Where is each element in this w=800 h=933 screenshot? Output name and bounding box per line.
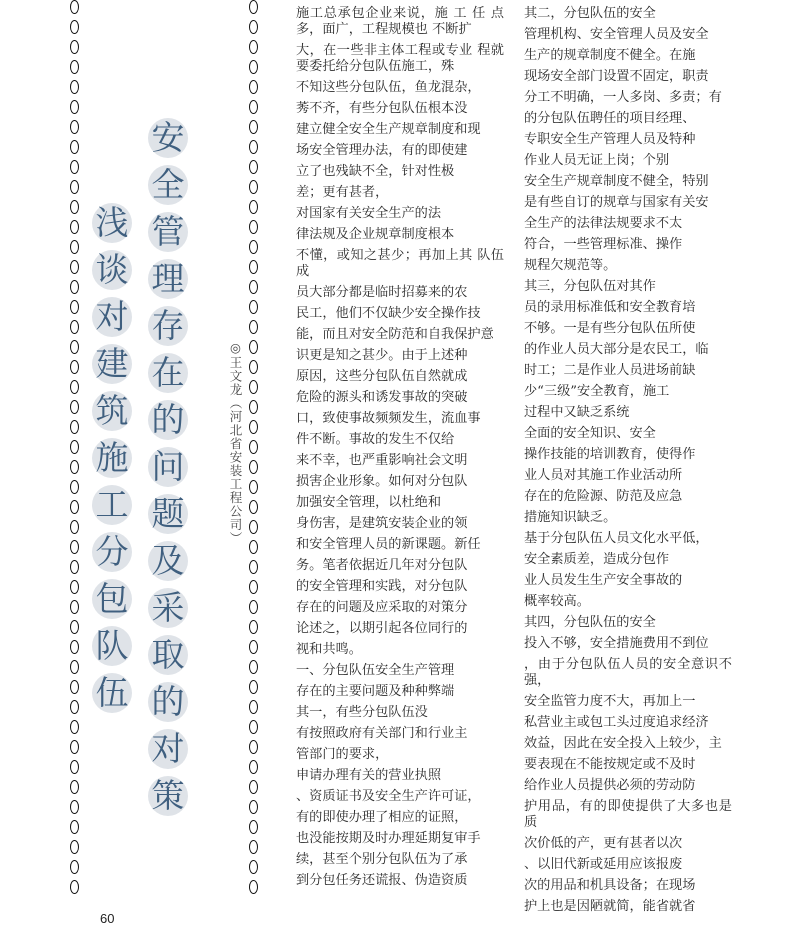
article-title-sub xyxy=(92,203,132,720)
binding-ring-icon xyxy=(249,20,258,34)
binding-ring-icon xyxy=(70,140,79,154)
body-paragraph: 全面的安全知识、安全 xyxy=(524,426,656,441)
binding-ring-icon xyxy=(249,340,258,354)
binding-ring-icon xyxy=(249,620,258,634)
binding-ring-icon xyxy=(70,800,79,814)
body-paragraph: 次价低的产，更有甚者以次 xyxy=(524,836,683,851)
binding-ring-icon xyxy=(70,60,79,74)
body-paragraph: 的安全管理和实践，对分包队 xyxy=(296,579,468,594)
body-paragraph: 来不幸，也严重影响社会文明 xyxy=(296,453,468,468)
binding-ring-icon xyxy=(70,580,79,594)
body-paragraph: 基于分包队伍人员文化水平低， xyxy=(524,531,709,546)
title-char: 队 xyxy=(92,626,132,666)
binding-ring-icon xyxy=(249,240,258,254)
body-paragraph: 不懂，或知之甚少；再加上其 队伍成 xyxy=(296,248,504,279)
binding-ring-icon xyxy=(249,780,258,794)
body-paragraph: 加强安全管理，以杜绝和 xyxy=(296,495,442,510)
body-paragraph: 安全生产规章制度不健全，特别 xyxy=(524,174,709,189)
title-char: 采 xyxy=(148,588,188,628)
binding-ring-icon xyxy=(249,400,258,414)
binding-ring-icon xyxy=(249,880,258,894)
body-paragraph: 作业人员无证上岗；个别 xyxy=(524,153,670,168)
body-paragraph: 安全监管力度不大，再加上一 xyxy=(524,694,696,709)
body-paragraph: 务。笔者依据近几年对分包队 xyxy=(296,558,468,573)
body-paragraph: 安全素质差，造成分包作 xyxy=(524,552,670,567)
body-paragraph: 有的即使办理了相应的证照， xyxy=(296,810,468,825)
text-column-right xyxy=(524,6,732,920)
title-char: 对 xyxy=(92,297,132,337)
binding-ring-icon xyxy=(249,720,258,734)
binding-ring-icon xyxy=(249,200,258,214)
body-paragraph: 护上也是因陋就简，能省就省 xyxy=(524,899,696,914)
binding-ring-icon xyxy=(70,440,79,454)
body-paragraph: 、以旧代新或延用应该报废 xyxy=(524,857,683,872)
binding-ring-icon xyxy=(70,820,79,834)
body-paragraph: 措施知识缺乏。 xyxy=(524,510,617,525)
article-title-main xyxy=(148,118,188,823)
body-paragraph: 危险的源头和诱发事故的突破 xyxy=(296,390,468,405)
body-paragraph: 是有些自订的规章与国家有关安 xyxy=(524,195,709,210)
binding-ring-icon xyxy=(70,180,79,194)
body-paragraph: 识更是知之甚少。由于上述种 xyxy=(296,348,468,363)
body-paragraph: 原因，这些分包队伍自然就成 xyxy=(296,369,468,384)
body-paragraph: 民工，他们不仅缺少安全操作技 xyxy=(296,306,481,321)
binding-ring-icon xyxy=(249,580,258,594)
binding-ring-icon xyxy=(70,740,79,754)
binding-ring-icon xyxy=(249,320,258,334)
body-paragraph: 员大部分都是临时招募来的农 xyxy=(296,285,468,300)
binding-ring-icon xyxy=(249,220,258,234)
title-char: 的 xyxy=(148,682,188,722)
title-char: 浅 xyxy=(92,203,132,243)
binding-ring-icon xyxy=(70,300,79,314)
binding-ring-icon xyxy=(249,300,258,314)
binding-ring-icon xyxy=(249,680,258,694)
body-paragraph: 口，致使事故频频发生，流血事 xyxy=(296,411,481,426)
body-paragraph: 少“三级”安全教育，施工 xyxy=(524,384,670,399)
body-paragraph: 业人员对其施工作业活动所 xyxy=(524,468,683,483)
binding-rings-right xyxy=(249,0,263,900)
binding-ring-icon xyxy=(249,600,258,614)
binding-ring-icon xyxy=(70,500,79,514)
body-paragraph: 不够。一是有些分包队伍所使 xyxy=(524,321,696,336)
body-paragraph: 律法规及企业规章制度根本 xyxy=(296,227,455,242)
binding-ring-icon xyxy=(70,700,79,714)
binding-ring-icon xyxy=(70,80,79,94)
binding-ring-icon xyxy=(249,480,258,494)
body-paragraph: 概率较高。 xyxy=(524,594,590,609)
body-paragraph: 符合，一些管理标准、操作 xyxy=(524,237,683,252)
binding-ring-icon xyxy=(70,220,79,234)
body-paragraph: 有按照政府有关部门和行业主 xyxy=(296,726,468,741)
body-paragraph: 员的录用标准低和安全教育培 xyxy=(524,300,696,315)
binding-ring-icon xyxy=(249,500,258,514)
binding-ring-icon xyxy=(249,660,258,674)
binding-ring-icon xyxy=(249,100,258,114)
title-char: 分 xyxy=(92,532,132,572)
body-paragraph: 分工不明确，一人多岗、多责；有 xyxy=(524,90,722,105)
binding-ring-icon xyxy=(70,600,79,614)
title-char: 筑 xyxy=(92,391,132,431)
title-char: 取 xyxy=(148,635,188,675)
title-char: 工 xyxy=(92,485,132,525)
binding-ring-icon xyxy=(70,640,79,654)
binding-ring-icon xyxy=(70,460,79,474)
body-paragraph: 莠不齐，有些分包队伍根本没 xyxy=(296,101,468,116)
binding-ring-icon xyxy=(249,760,258,774)
body-paragraph: 其四，分包队伍的安全 xyxy=(524,615,656,630)
body-paragraph: 管部门的要求， xyxy=(296,747,389,762)
title-char: 施 xyxy=(92,438,132,478)
binding-ring-icon xyxy=(249,840,258,854)
binding-ring-icon xyxy=(70,520,79,534)
binding-ring-icon xyxy=(70,880,79,894)
body-paragraph: 的作业人员大部分是农民工，临 xyxy=(524,342,709,357)
body-paragraph: 过程中又缺乏系统 xyxy=(524,405,630,420)
binding-ring-icon xyxy=(249,360,258,374)
body-paragraph: 件不断。事故的发生不仅给 xyxy=(296,432,455,447)
body-paragraph: 存在的主要问题及种种弊端 xyxy=(296,684,455,699)
binding-ring-icon xyxy=(70,260,79,274)
binding-ring-icon xyxy=(249,440,258,454)
binding-ring-icon xyxy=(249,60,258,74)
binding-ring-icon xyxy=(249,180,258,194)
binding-ring-icon xyxy=(70,860,79,874)
title-char: 及 xyxy=(148,541,188,581)
body-paragraph: 管理机构、安全管理人员及安全 xyxy=(524,27,709,42)
binding-ring-icon xyxy=(249,380,258,394)
binding-ring-icon xyxy=(249,460,258,474)
binding-ring-icon xyxy=(70,20,79,34)
binding-ring-icon xyxy=(70,400,79,414)
binding-ring-icon xyxy=(70,720,79,734)
body-paragraph: 其一，有些分包队伍没 xyxy=(296,705,428,720)
title-char: 对 xyxy=(148,729,188,769)
binding-ring-icon xyxy=(70,160,79,174)
body-paragraph: 也没能按期及时办理延期复审手 xyxy=(296,831,481,846)
body-paragraph: 施工总承包企业来说，施 工 任 点多，面广，工程规模也 不断扩 xyxy=(296,6,504,37)
binding-ring-icon xyxy=(249,820,258,834)
binding-ring-icon xyxy=(249,740,258,754)
binding-ring-icon xyxy=(70,560,79,574)
binding-ring-icon xyxy=(70,120,79,134)
binding-ring-icon xyxy=(70,540,79,554)
body-paragraph: 损害企业形象。如何对分包队 xyxy=(296,474,468,489)
body-paragraph: 续，甚至个别分包队伍为了承 xyxy=(296,852,468,867)
body-paragraph: 给作业人员提供必须的劳动防 xyxy=(524,778,696,793)
binding-ring-icon xyxy=(249,860,258,874)
binding-ring-icon xyxy=(249,640,258,654)
binding-ring-icon xyxy=(70,280,79,294)
binding-ring-icon xyxy=(70,320,79,334)
binding-ring-icon xyxy=(70,40,79,54)
author-byline: ◎王文龙（河北省安装工程公司） xyxy=(228,340,243,545)
binding-ring-icon xyxy=(249,560,258,574)
binding-ring-icon xyxy=(70,840,79,854)
binding-ring-icon xyxy=(70,420,79,434)
binding-ring-icon xyxy=(249,160,258,174)
binding-ring-icon xyxy=(70,0,79,14)
binding-ring-icon xyxy=(70,680,79,694)
body-paragraph: 一、分包队伍安全生产管理 xyxy=(296,663,455,678)
title-char: 存 xyxy=(148,306,188,346)
binding-ring-icon xyxy=(70,340,79,354)
body-paragraph: 业人员发生生产安全事故的 xyxy=(524,573,683,588)
body-paragraph: 效益，因此在安全投入上较少，主 xyxy=(524,736,722,751)
binding-ring-icon xyxy=(249,140,258,154)
body-paragraph: 专职安全生产管理人员及特种 xyxy=(524,132,696,147)
body-paragraph: 次的用品和机具设备；在现场 xyxy=(524,878,696,893)
body-paragraph: 、资质证书及安全生产许可证， xyxy=(296,789,481,804)
binding-ring-icon xyxy=(249,280,258,294)
binding-ring-icon xyxy=(70,240,79,254)
text-column-left xyxy=(296,6,504,894)
body-paragraph: 差；更有甚者， xyxy=(296,185,389,200)
body-paragraph: 和安全管理人员的新课题。新任 xyxy=(296,537,481,552)
body-paragraph: 生产的规章制度不健全。在施 xyxy=(524,48,696,63)
body-paragraph: 私营业主或包工头过度追求经济 xyxy=(524,715,709,730)
title-char: 伍 xyxy=(92,673,132,713)
binding-ring-icon xyxy=(249,120,258,134)
body-paragraph: 其二，分包队伍的安全 xyxy=(524,6,656,21)
title-char: 全 xyxy=(148,165,188,205)
binding-ring-icon xyxy=(70,780,79,794)
body-paragraph: 全生产的法律法规要求不太 xyxy=(524,216,683,231)
binding-ring-icon xyxy=(70,200,79,214)
title-char: 理 xyxy=(148,259,188,299)
body-paragraph: 能，而且对安全防范和自我保护意 xyxy=(296,327,494,342)
binding-ring-icon xyxy=(249,80,258,94)
body-paragraph: 投入不够，安全措施费用不到位 xyxy=(524,636,709,651)
binding-ring-icon xyxy=(249,800,258,814)
binding-ring-icon xyxy=(70,620,79,634)
title-char: 的 xyxy=(148,400,188,440)
title-char: 管 xyxy=(148,212,188,252)
binding-ring-icon xyxy=(249,540,258,554)
body-paragraph: 申请办理有关的营业执照 xyxy=(296,768,442,783)
binding-ring-icon xyxy=(249,40,258,54)
binding-rings-left xyxy=(70,0,84,900)
body-paragraph: 视和共鸣。 xyxy=(296,642,362,657)
binding-ring-icon xyxy=(70,100,79,114)
binding-ring-icon xyxy=(70,480,79,494)
body-paragraph: 操作技能的培训教育，使得作 xyxy=(524,447,696,462)
body-paragraph: 场安全管理办法，有的即使建 xyxy=(296,143,468,158)
binding-ring-icon xyxy=(249,700,258,714)
body-paragraph: ，由于分包队伍人员的安全意识不强， xyxy=(524,657,732,688)
title-char: 谈 xyxy=(92,250,132,290)
body-paragraph: 规程欠规范等。 xyxy=(524,258,617,273)
body-paragraph: 对国家有关安全生产的法 xyxy=(296,206,442,221)
body-paragraph: 存在的问题及应采取的对策分 xyxy=(296,600,468,615)
body-paragraph: 大，在一些非主体工程或专业 程就要委托给分包队伍施工，殊 xyxy=(296,43,504,74)
body-paragraph: 的分包队伍聘任的项目经理、 xyxy=(524,111,696,126)
binding-ring-icon xyxy=(249,520,258,534)
body-paragraph: 建立健全安全生产规章制度和现 xyxy=(296,122,481,137)
binding-ring-icon xyxy=(70,360,79,374)
body-paragraph: 立了也残缺不全，针对性极 xyxy=(296,164,455,179)
body-paragraph: 身伤害，是建筑安装企业的领 xyxy=(296,516,468,531)
binding-ring-icon xyxy=(70,660,79,674)
title-char: 建 xyxy=(92,344,132,384)
title-char: 安 xyxy=(148,118,188,158)
binding-ring-icon xyxy=(70,760,79,774)
body-paragraph: 现场安全部门设置不固定，职责 xyxy=(524,69,709,84)
body-paragraph: 到分包任务还谎报、伪造资质 xyxy=(296,873,468,888)
body-paragraph: 其三，分包队伍对其作 xyxy=(524,279,656,294)
title-char: 策 xyxy=(148,776,188,816)
title-char: 在 xyxy=(148,353,188,393)
title-char: 问 xyxy=(148,447,188,487)
body-paragraph: 时工；二是作业人员进场前缺 xyxy=(524,363,696,378)
title-char: 包 xyxy=(92,579,132,619)
title-char: 题 xyxy=(148,494,188,534)
body-paragraph: 存在的危险源、防范及应急 xyxy=(524,489,683,504)
body-paragraph: 护用品，有的即使提供了大多也是质 xyxy=(524,799,732,830)
binding-ring-icon xyxy=(249,260,258,274)
body-paragraph: 论述之，以期引起各位同行的 xyxy=(296,621,468,636)
body-paragraph: 要表现在不能按规定或不及时 xyxy=(524,757,696,772)
page-number: 60 xyxy=(100,911,115,926)
binding-ring-icon xyxy=(70,380,79,394)
binding-ring-icon xyxy=(249,0,258,14)
body-paragraph: 不知这些分包队伍，鱼龙混杂， xyxy=(296,80,481,95)
binding-ring-icon xyxy=(249,420,258,434)
